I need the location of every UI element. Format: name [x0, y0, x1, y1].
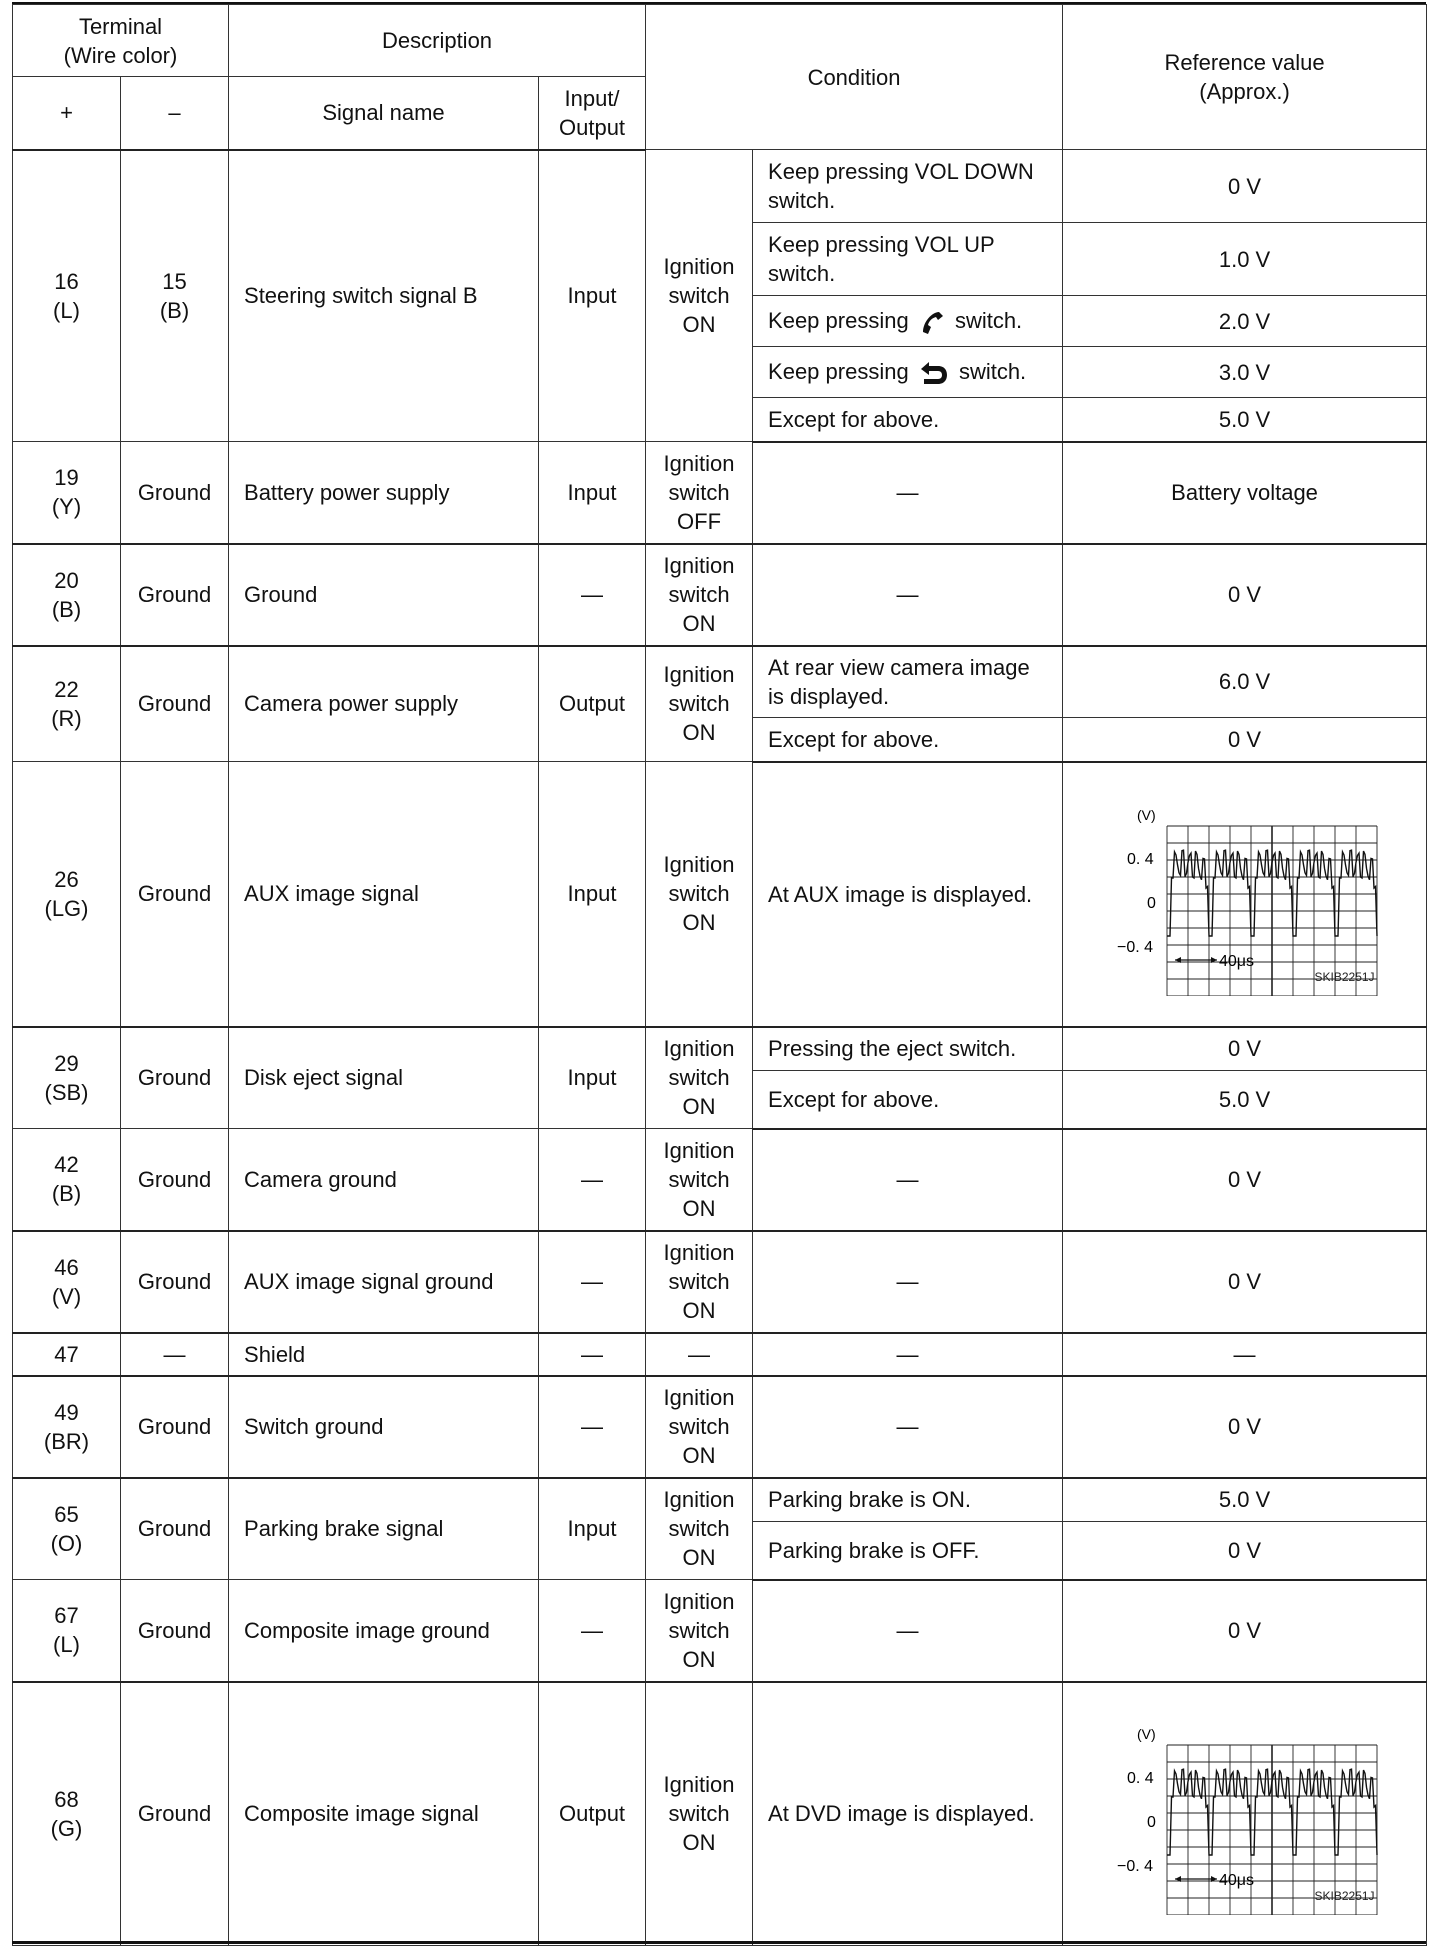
signal-name: Battery power supply: [229, 442, 539, 544]
terminal-minus: 15 (B): [121, 150, 229, 442]
signal-name: Disk eject signal: [229, 1027, 539, 1129]
ignition-state: Ignition switch ON: [646, 150, 753, 442]
terminal-minus: Ground: [121, 1376, 229, 1478]
table-row: [13, 1231, 1427, 1333]
reference-value: 2.0 V: [1063, 296, 1427, 347]
terminal-minus: Ground: [121, 1129, 229, 1231]
condition-cell: Keep pressing VOL DOWN switch.: [753, 150, 1063, 223]
table-row: [13, 762, 1427, 1027]
header-plus: +: [13, 77, 121, 150]
terminal-minus: Ground: [121, 1231, 229, 1333]
terminal-plus: 20 (B): [13, 544, 121, 646]
condition-cell: Pressing the eject switch.: [753, 1027, 1063, 1071]
reference-value: 5.0 V: [1063, 1478, 1427, 1522]
condition-cell: —: [753, 1376, 1063, 1478]
io-value: Input: [539, 1027, 646, 1129]
header-reference-label: Reference value: [1164, 50, 1325, 75]
time-scale-marker: [1175, 953, 1254, 970]
terminal-reference-table: [12, 4, 1427, 1946]
io-value: —: [539, 1231, 646, 1333]
terminal-minus: —: [121, 1333, 229, 1376]
terminal-plus: 19 (Y): [13, 442, 121, 544]
header-description: Description: [229, 5, 646, 77]
table-row: [13, 1376, 1427, 1478]
ignition-state: Ignition switch ON: [646, 1376, 753, 1478]
condition-cell: Parking brake is ON.: [753, 1478, 1063, 1522]
io-value: —: [539, 1580, 646, 1682]
reference-value: 0 V: [1063, 1580, 1427, 1682]
signal-name: Parking brake signal: [229, 1478, 539, 1580]
io-value: Input: [539, 762, 646, 1027]
ignition-state: Ignition switch ON: [646, 646, 753, 762]
io-value: Output: [539, 1682, 646, 1946]
io-value: Input: [539, 1478, 646, 1580]
header-minus: –: [121, 77, 229, 150]
table-row: [13, 1682, 1427, 1946]
header-approx-label: (Approx.): [1199, 79, 1290, 104]
io-value: —: [539, 1333, 646, 1376]
reference-value: 0 V: [1063, 150, 1427, 223]
condition-cell: Except for above.: [753, 1071, 1063, 1129]
io-value: Input: [539, 442, 646, 544]
condition-cell: —: [753, 1231, 1063, 1333]
wave-time-label: 40μs: [1218, 952, 1254, 970]
reference-value: 5.0 V: [1063, 398, 1427, 442]
condition-cell: Parking brake is OFF.: [753, 1522, 1063, 1580]
condition-cell: At AUX image is displayed.: [753, 762, 1063, 1027]
terminal-minus: Ground: [121, 646, 229, 762]
header-condition: Condition: [646, 5, 1063, 150]
ignition-state: Ignition switch ON: [646, 544, 753, 646]
table-row: [13, 1478, 1427, 1522]
signal-name: Camera ground: [229, 1129, 539, 1231]
reference-value: 0 V: [1063, 1376, 1427, 1478]
header-signal-name: Signal name: [229, 77, 539, 150]
wave-y-top-label: 0. 4: [1126, 850, 1154, 868]
reference-value: 0 V: [1063, 1027, 1427, 1071]
ignition-state: —: [646, 1333, 753, 1376]
header-terminal: [13, 5, 229, 77]
signal-name: Shield: [229, 1333, 539, 1376]
condition-cell: —: [753, 544, 1063, 646]
header-io-line1: Input/: [564, 85, 620, 111]
condition-cell: —: [753, 1129, 1063, 1231]
header-terminal-label: Terminal: [78, 13, 163, 39]
condition-cell: Except for above.: [753, 718, 1063, 762]
header-wire-color-label: (Wire color): [63, 42, 178, 68]
table-row: [13, 442, 1427, 544]
figure-code: SKIB2251J: [1314, 969, 1375, 984]
terminal-minus: Ground: [121, 1682, 229, 1946]
header-io: [539, 77, 646, 150]
reference-value: —: [1063, 1333, 1427, 1376]
condition-cell: —: [753, 1580, 1063, 1682]
wave-y-mid-label: 0: [1146, 894, 1156, 912]
condition-cell: At rear view camera image is displayed.: [753, 646, 1063, 718]
waveform-figure: [1105, 1705, 1385, 1915]
table-row: [13, 1129, 1427, 1231]
io-value: —: [539, 1129, 646, 1231]
terminal-plus: 42 (B): [13, 1129, 121, 1231]
terminal-minus: Ground: [121, 442, 229, 544]
table-row: [13, 1580, 1427, 1682]
ignition-state: Ignition switch ON: [646, 1580, 753, 1682]
io-value: Input: [539, 150, 646, 442]
reference-value: 5.0 V: [1063, 1071, 1427, 1129]
reference-value: 0 V: [1063, 718, 1427, 762]
condition-cell: Keep pressing switch.: [753, 296, 1063, 347]
terminal-plus: 67 (L): [13, 1580, 121, 1682]
terminal-plus: 68 (G): [13, 1682, 121, 1946]
terminal-minus: Ground: [121, 1580, 229, 1682]
wave-y-mid-label: 0: [1146, 1814, 1156, 1832]
reference-value: 6.0 V: [1063, 646, 1427, 718]
terminal-minus: Ground: [121, 1478, 229, 1580]
waveform-figure: [1105, 786, 1385, 996]
condition-cell: Keep pressing VOL UP switch.: [753, 223, 1063, 296]
table-row: [13, 150, 1427, 223]
reference-value: Battery voltage: [1063, 442, 1427, 544]
io-value: —: [539, 1376, 646, 1478]
condition-cell: Keep pressing switch.: [753, 347, 1063, 398]
terminal-plus: 22 (R): [13, 646, 121, 762]
ignition-state: Ignition switch ON: [646, 1231, 753, 1333]
reference-waveform: [1063, 762, 1427, 1027]
time-scale-marker: [1175, 1872, 1254, 1889]
ignition-state: Ignition switch ON: [646, 1129, 753, 1231]
terminal-minus: Ground: [121, 762, 229, 1027]
signal-name: AUX image signal: [229, 762, 539, 1027]
condition-cell: Except for above.: [753, 398, 1063, 442]
reference-value: 1.0 V: [1063, 223, 1427, 296]
wave-y-bot-label: −0. 4: [1116, 938, 1153, 956]
terminal-plus: 49 (BR): [13, 1376, 121, 1478]
reference-value: 0 V: [1063, 1231, 1427, 1333]
signal-name: Composite image ground: [229, 1580, 539, 1682]
wave-y-top-label: 0. 4: [1126, 1770, 1154, 1788]
ignition-state: Ignition switch OFF: [646, 442, 753, 544]
terminal-plus: 26 (LG): [13, 762, 121, 1027]
condition-cell: —: [753, 1333, 1063, 1376]
reference-value: 3.0 V: [1063, 347, 1427, 398]
reference-waveform: [1063, 1682, 1427, 1946]
wave-y-bot-label: −0. 4: [1116, 1858, 1153, 1876]
condition-cell: At DVD image is displayed.: [753, 1682, 1063, 1946]
reference-value: 0 V: [1063, 544, 1427, 646]
table-bottom-rule: [12, 1941, 1426, 1944]
phone-icon: [919, 310, 945, 336]
io-value: —: [539, 544, 646, 646]
table-row: [13, 646, 1427, 718]
wave-unit-label: (V): [1136, 1726, 1156, 1743]
back-arrow-icon: [919, 361, 949, 387]
ignition-state: Ignition switch ON: [646, 1478, 753, 1580]
terminal-minus: Ground: [121, 544, 229, 646]
header-row-1: [13, 5, 1427, 77]
terminal-plus: 16 (L): [13, 150, 121, 442]
ignition-state: Ignition switch ON: [646, 762, 753, 1027]
table-row: [13, 544, 1427, 646]
terminal-minus: Ground: [121, 1027, 229, 1129]
io-value: Output: [539, 646, 646, 762]
terminal-plus: 47: [13, 1333, 121, 1376]
table-row: [13, 1027, 1427, 1071]
terminal-plus: 46 (V): [13, 1231, 121, 1333]
signal-name: Switch ground: [229, 1376, 539, 1478]
terminal-plus: 65 (O): [13, 1478, 121, 1580]
reference-value: 0 V: [1063, 1129, 1427, 1231]
signal-name: Steering switch signal B: [229, 150, 539, 442]
reference-value: 0 V: [1063, 1522, 1427, 1580]
terminal-plus: 29 (SB): [13, 1027, 121, 1129]
table-row: [13, 1333, 1427, 1376]
signal-name: Camera power supply: [229, 646, 539, 762]
condition-cell: —: [753, 442, 1063, 544]
signal-name: Composite image signal: [229, 1682, 539, 1946]
header-reference: [1063, 5, 1427, 150]
wave-time-label: 40μs: [1218, 1872, 1254, 1890]
wave-unit-label: (V): [1136, 806, 1156, 823]
signal-name: AUX image signal ground: [229, 1231, 539, 1333]
ignition-state: Ignition switch ON: [646, 1027, 753, 1129]
figure-code: SKIB2251J: [1314, 1889, 1375, 1904]
header-io-line2: Output: [559, 114, 626, 140]
signal-name: Ground: [229, 544, 539, 646]
ignition-state: Ignition switch ON: [646, 1682, 753, 1946]
